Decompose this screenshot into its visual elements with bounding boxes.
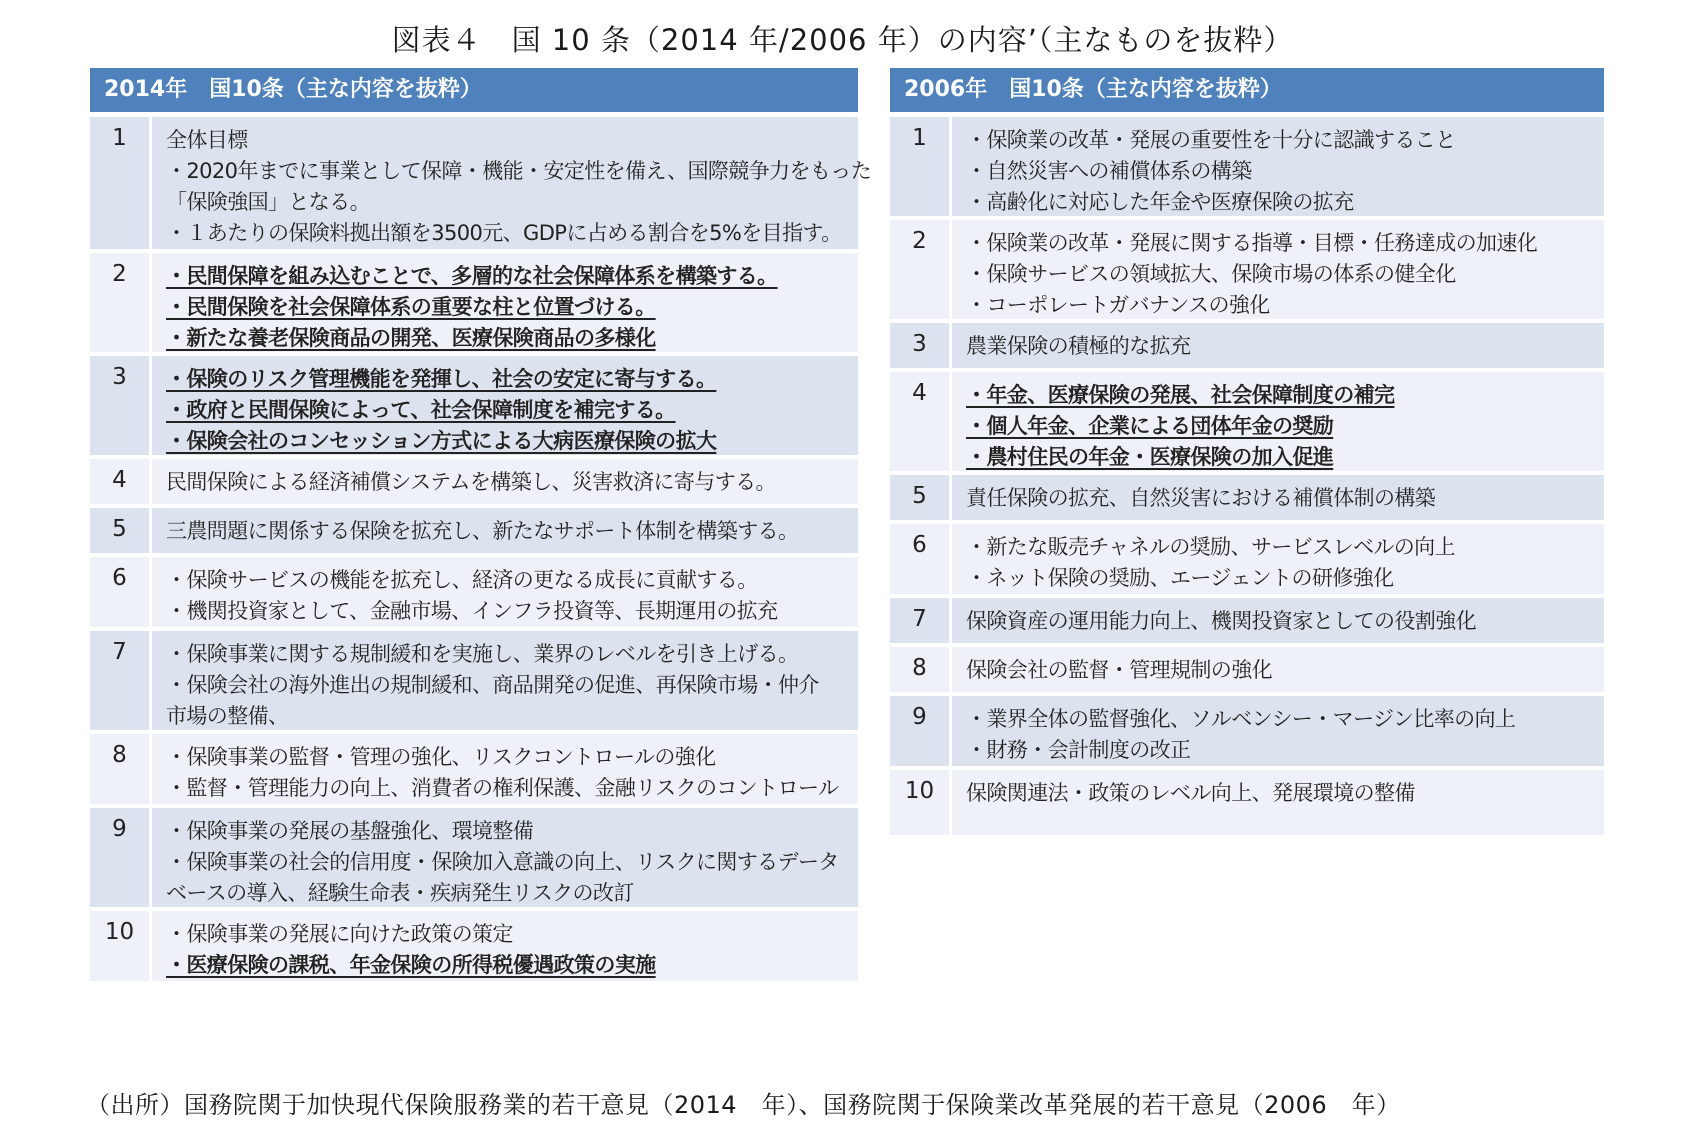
row-number: 3 [90,356,152,455]
row-content [152,459,858,504]
row-line: ・医療保険の課税、年金保険の所得税優遇政策の実施 [166,953,656,977]
row-content [952,475,1604,520]
row-content [152,508,858,553]
row-line: 全体目標 [166,128,248,152]
row-number: 10 [890,770,952,835]
table-row [890,647,1604,692]
table-row [90,808,858,907]
row-line: ・年金、医療保険の発展、社会保障制度の補完 [966,383,1395,407]
row-line: ベースの導入、経験生命表・疾病発生リスクの改訂 [166,881,634,905]
row-line: ・農村住民の年金・医療保険の加入促進 [966,445,1334,469]
row-number: 4 [90,459,152,504]
row-content [152,117,881,249]
row-line: ・保険会社のコンセッション方式による大病医療保険の拡大 [166,429,717,453]
row-number: 1 [90,117,152,249]
table-body-2014 [90,117,872,981]
row-line: ・保険事業に関する規制緩和を実施し、業界のレベルを引き上げる。 [166,642,799,666]
table-row [890,598,1604,643]
row-number: 7 [890,598,952,643]
row-content [952,220,1604,319]
row-line: ・保険サービスの領域拡大、保険市場の体系の健全化 [966,262,1456,286]
table-2014 [90,68,872,985]
row-number: 7 [90,631,152,730]
row-line: ・保険サービスの機能を拡充し、経済の更なる成長に貢献する。 [166,568,758,592]
row-number: 8 [890,647,952,692]
row-line: ・保険会社の海外進出の規制緩和、商品開発の促進、再保険市場・仲介 [166,673,819,697]
row-number: 2 [890,220,952,319]
row-line: ・保険業の改革・発展の重要性を十分に認識すること [966,128,1456,152]
row-content [152,557,858,627]
row-content [952,323,1604,368]
table-row [90,734,858,804]
row-line: ・民間保険を社会保障体系の重要な柱と位置づける。 [166,295,656,319]
table-row [90,911,858,981]
row-line: ・個人年金、企業による団体年金の奨励 [966,414,1334,438]
row-content [952,524,1604,594]
row-line: 農業保険の積極的な拡充 [966,334,1191,358]
row-line: ・自然災害への補償体系の構築 [966,159,1252,183]
row-line: ・ネット保険の奨励、エージェントの研修強化 [966,566,1394,590]
row-line: 保険会社の監督・管理規制の強化 [966,658,1272,682]
table-body-2006 [890,117,1604,835]
table-2006 [890,68,1604,839]
row-content [152,631,858,730]
table-header-2006: 2006年 国10条（主な内容を抜粋） [890,68,1604,112]
table-row [890,696,1604,766]
row-line: ・保険のリスク管理機能を発揮し、社会の安定に寄与する。 [166,367,717,391]
row-number: 9 [890,696,952,766]
row-number: 1 [890,117,952,216]
table-row [890,770,1604,835]
row-line: ・保険事業の監督・管理の強化、リスクコントロールの強化 [166,745,716,769]
row-content [152,356,858,455]
row-number: 8 [90,734,152,804]
row-line: 民間保険による経済補償システムを構築し、災害救済に寄与する。 [166,470,776,494]
table-row [890,220,1604,319]
row-content [152,911,858,981]
row-line: ・１あたりの保険料拠出額を3500元、GDPに占める割合を5%を目指す。 [166,221,842,245]
row-line: ・コーポレートガバナンスの強化 [966,293,1270,317]
row-number: 9 [90,808,152,907]
row-line: 市場の整備、 [166,704,289,728]
row-line: ・業界全体の監督強化、ソルベンシー・マージン比率の向上 [966,707,1516,731]
row-line: ・新たな養老保険商品の開発、医療保険商品の多様化 [166,326,656,350]
row-line: 保険資産の運用能力向上、機関投資家としての役割強化 [966,609,1476,633]
row-line: ・財務・会計制度の改正 [966,738,1191,762]
row-line: ・保険事業の発展に向けた政策の策定 [166,922,513,946]
table-row [890,475,1604,520]
row-line: ・保険事業の社会的信用度・保険加入意識の向上、リスクに関するデータ [166,850,839,874]
table-row [90,253,858,352]
row-line: ・政府と民間保険によって、社会保障制度を補完する。 [166,398,676,422]
table-row [90,508,858,553]
row-line: ・新たな販売チャネルの奨励、サービスレベルの向上 [966,535,1455,559]
row-content [152,734,858,804]
row-line: ・保険業の改革・発展に関する指導・目標・任務達成の加速化 [966,231,1538,255]
source-note: （出所）国務院関于加快現代保険服務業的若干意見（2014 年）、国務院関于保険業改革発展的若干意見（2006 年） [86,1091,1401,1119]
row-number: 2 [90,253,152,352]
row-content [952,117,1604,216]
row-content [952,598,1604,643]
table-header-2014: 2014年 国10条（主な内容を抜粋） [90,68,858,112]
table-row [890,323,1604,368]
row-content [952,372,1604,471]
table-row [90,117,872,249]
row-content [152,253,858,352]
row-line: 保険関連法・政策のレベル向上、発展環境の整備 [966,781,1415,805]
row-line: ・保険事業の発展の基盤強化、環境整備 [166,819,534,843]
row-line: ・2020年までに事業として保障・機能・安定性を備え、国際競争力をもった [166,159,872,183]
row-number: 4 [890,372,952,471]
row-content [952,696,1604,766]
row-line: 責任保険の拡充、自然災害における補償体制の構築 [966,486,1436,510]
page-title: 図表４ 国 10 条（2014 年/2006 年）の内容’（主なものを抜粋） [391,23,1294,57]
row-number: 5 [90,508,152,553]
table-row [890,524,1604,594]
table-row [90,557,858,627]
table-row [90,459,858,504]
row-number: 10 [90,911,152,981]
table-row [90,631,858,730]
row-line: ・民間保障を組み込むことで、多層的な社会保障体系を構築する。 [166,264,778,288]
row-number: 6 [90,557,152,627]
table-row [890,117,1604,216]
row-number: 5 [890,475,952,520]
row-line: 「保険強国」となる。 [166,190,370,214]
row-number: 3 [890,323,952,368]
row-content [152,808,858,907]
row-content [952,770,1604,835]
table-row [890,372,1604,471]
row-line: ・監督・管理能力の向上、消費者の権利保護、金融リスクのコントロール [166,776,839,800]
row-line: ・機関投資家として、金融市場、インフラ投資等、長期運用の拡充 [166,599,778,623]
row-line: 三農問題に関係する保険を拡充し、新たなサポート体制を構築する。 [166,519,799,543]
row-content [952,647,1604,692]
row-number: 6 [890,524,952,594]
table-row [90,356,858,455]
row-line: ・高齢化に対応した年金や医療保険の拡充 [966,190,1354,214]
